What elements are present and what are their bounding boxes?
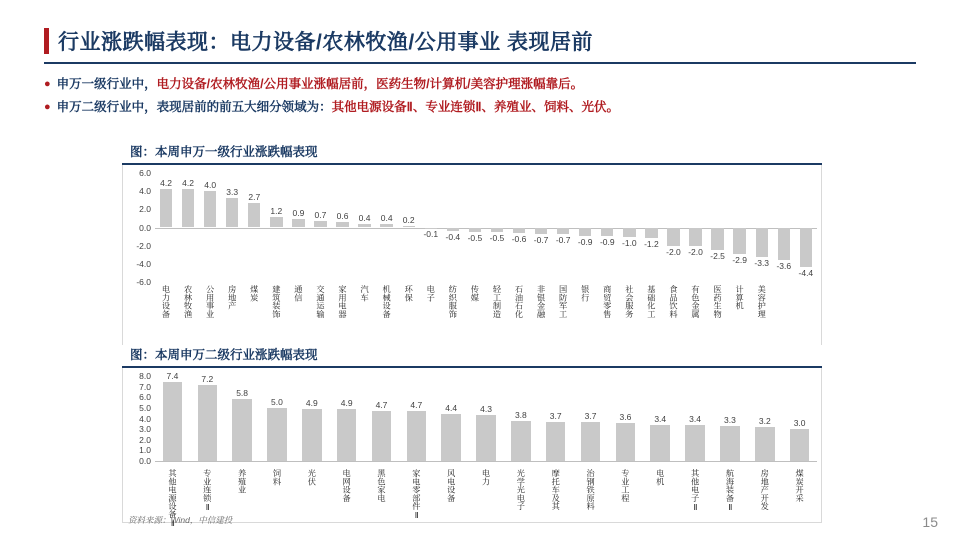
x-axis-tick: 农林牧渔	[183, 285, 193, 318]
bar-value-label: -0.5	[489, 233, 505, 244]
bullet-dot-icon: ●	[44, 78, 51, 90]
list-item	[44, 76, 924, 92]
bar	[511, 421, 531, 461]
bar	[160, 189, 172, 227]
x-axis-tick: 电子	[426, 285, 436, 302]
bar-chart-secondary	[123, 368, 821, 529]
bar-item	[376, 173, 398, 282]
bar-value-label: 4.9	[340, 397, 353, 408]
bar-item	[486, 173, 508, 282]
bar	[800, 228, 812, 268]
x-axis-tick: 家用电器	[338, 285, 348, 318]
plot-area-primary	[155, 173, 817, 282]
x-axis-tick: 医药生物	[713, 285, 723, 318]
x-axis-tick: 风电设备	[446, 469, 456, 502]
bar-item	[399, 376, 434, 461]
bar	[476, 415, 496, 461]
bar-value-label: 5.8	[236, 388, 249, 399]
bar-item	[199, 173, 221, 282]
bar	[407, 411, 427, 461]
bar	[425, 228, 437, 229]
x-axis-tick: 治钢铁原料	[586, 469, 596, 510]
x-axis-tick: 美容护理	[757, 285, 767, 318]
chart-frame-primary	[122, 165, 822, 360]
plot-area-secondary	[155, 371, 817, 461]
title-accent-bar	[44, 28, 49, 54]
bullet-2-seg2: 其他电源设备Ⅱ、专业连锁Ⅱ、养殖业、饲料、光伏。	[331, 100, 619, 114]
bar-item	[309, 173, 331, 282]
bar-value-label: 3.8	[514, 409, 527, 420]
x-axis-labels-secondary	[155, 469, 817, 528]
x-axis-tick: 电力	[481, 469, 491, 486]
bar-value-label: -0.7	[533, 234, 549, 245]
bar-value-label: 3.6	[619, 411, 632, 422]
bar-item	[221, 173, 243, 282]
bar-value-label: -0.5	[467, 233, 483, 244]
x-axis-tick	[773, 285, 795, 318]
bar-item	[747, 376, 782, 461]
title-divider	[44, 62, 916, 64]
bar	[778, 228, 790, 261]
bar-item	[662, 173, 684, 282]
bar-item	[782, 376, 817, 461]
bar-value-label: 0.6	[336, 211, 349, 222]
y-axis-tick: 1.0	[139, 445, 151, 456]
bar-value-label: 4.4	[445, 403, 458, 414]
bar-item	[574, 173, 596, 282]
bar-item	[442, 173, 464, 282]
bar	[535, 228, 547, 234]
bar-item	[713, 376, 748, 461]
bar-value-label: -1.0	[622, 237, 637, 248]
x-axis-tick: 传媒	[470, 285, 480, 302]
bar	[441, 414, 461, 461]
bar-item	[294, 376, 329, 461]
y-axis-tick: -4.0	[136, 258, 151, 269]
zero-line	[155, 461, 817, 462]
x-axis-tick: 纺织服饰	[448, 285, 458, 318]
x-axis-tick: 煤炭	[249, 285, 259, 302]
bar-value-label: -0.9	[577, 236, 593, 247]
bar-chart-primary	[123, 165, 821, 360]
bar-item	[243, 173, 265, 282]
bar-item	[552, 173, 574, 282]
bar-value-label: -0.1	[423, 229, 439, 240]
bar-value-label: -2.9	[732, 254, 747, 265]
chart-title-primary: 图：本周申万一级行业涨跌幅表现	[130, 145, 318, 159]
bar-value-label: 1.2	[270, 205, 283, 216]
bullet-dot-icon: ●	[44, 101, 51, 113]
bar	[163, 382, 183, 461]
bar-item	[287, 173, 309, 282]
bar-value-label: 3.7	[584, 410, 597, 421]
list-item	[44, 99, 924, 115]
source-note: 资料来源：Wind，中信建投	[128, 515, 233, 525]
bar-value-label: -3.3	[754, 258, 770, 269]
bar	[711, 228, 723, 251]
bar-item	[190, 373, 225, 461]
x-axis-tick: 电网设备	[342, 469, 352, 502]
x-axis-tick: 光伏	[307, 469, 317, 486]
bullet-1-text	[57, 76, 583, 92]
x-axis-tick: 石油石化	[514, 285, 524, 318]
page-title	[44, 26, 593, 56]
bar-item	[643, 376, 678, 461]
x-axis-tick: 基础化工	[646, 285, 656, 318]
bullet-list	[44, 76, 924, 122]
x-axis-tick: 商贸零售	[602, 285, 612, 318]
bar-value-label: -4.4	[798, 268, 814, 279]
x-axis-tick: 交通运输	[315, 285, 325, 318]
page-number: 15	[922, 514, 938, 530]
x-axis-tick: 光学光电子	[516, 469, 526, 510]
bar-value-label: -1.2	[644, 239, 659, 250]
bar	[232, 399, 252, 461]
bar	[182, 189, 194, 227]
y-axis-tick: 6.0	[139, 392, 151, 403]
bar	[372, 411, 392, 461]
x-axis-tick: 社会服务	[624, 285, 634, 318]
bar	[790, 429, 810, 461]
bar-item	[155, 371, 190, 461]
bullet-1-seg3: 医药生物/计算机/美容护理涨幅靠后。	[376, 77, 584, 91]
y-axis-secondary	[123, 368, 153, 523]
x-axis-tick: 黑色家电	[376, 469, 386, 502]
x-axis-tick: 计算机	[735, 285, 745, 310]
bar	[601, 228, 613, 236]
x-axis-tick: 电力设备	[161, 285, 171, 318]
bar-value-label: -2.0	[666, 246, 681, 257]
bar-item	[177, 173, 199, 282]
bar-value-label: 4.2	[160, 178, 172, 189]
bar	[579, 228, 591, 236]
bar-value-label: 0.2	[402, 214, 415, 225]
bar-value-label: -2.0	[688, 246, 703, 257]
bar	[267, 408, 287, 461]
chart-panel-secondary	[122, 345, 822, 529]
bar	[756, 228, 768, 258]
x-axis-tick: 专业工程	[620, 469, 630, 502]
bar-value-label: 3.7	[549, 410, 562, 421]
chart-panel-primary	[122, 142, 822, 360]
x-axis-tick: 电机	[655, 469, 665, 486]
bar-item	[420, 173, 442, 282]
bar	[689, 228, 701, 246]
bar-series-primary	[155, 173, 817, 282]
x-axis-labels-primary	[155, 285, 817, 318]
x-axis-tick	[795, 285, 817, 318]
x-axis-tick: 通信	[293, 285, 303, 302]
y-axis-tick: 0.0	[139, 222, 151, 233]
bar-value-label: 0.7	[314, 210, 327, 221]
bar-value-label: 3.4	[654, 413, 667, 424]
y-axis-tick: 0.0	[139, 456, 151, 466]
x-axis-tick: 机械设备	[382, 285, 392, 318]
bar-item	[685, 173, 707, 282]
bar	[469, 228, 481, 233]
bar	[667, 228, 679, 246]
chart-title-secondary: 图：本周申万二级行业涨跌幅表现	[130, 348, 318, 362]
bar-item	[469, 376, 504, 461]
bar	[720, 426, 740, 461]
bar	[755, 427, 775, 461]
bar	[204, 191, 216, 227]
bar-value-label: 5.0	[271, 396, 283, 407]
bar	[546, 422, 566, 461]
x-axis-tick: 煤炭开采	[795, 469, 805, 502]
y-axis-primary	[123, 165, 153, 360]
x-axis-tick: 摩托车及其	[551, 469, 561, 510]
bar-item	[640, 173, 662, 282]
bar-item	[608, 376, 643, 461]
x-axis-tick: 国防军工	[558, 285, 568, 318]
bar-item	[398, 173, 420, 282]
bar-value-label: 3.0	[793, 418, 806, 429]
bar-item	[751, 173, 773, 282]
x-axis-tick: 其他电子Ⅱ	[690, 469, 700, 512]
bar-item	[596, 173, 618, 282]
title-text: 行业涨跌幅表现：电力设备/农林牧渔/公用事业 表现居前	[58, 31, 594, 54]
bar	[557, 228, 569, 234]
x-axis-tick: 公用事业	[205, 285, 215, 318]
x-axis-tick: 饲料	[272, 469, 282, 486]
bar-item	[538, 376, 573, 461]
bar-value-label: 4.2	[182, 178, 195, 189]
y-axis-tick: 2.0	[139, 434, 151, 445]
bar-item	[155, 173, 177, 282]
bar-value-label: -3.6	[776, 261, 792, 272]
bar	[337, 409, 357, 461]
y-axis-tick: 4.0	[139, 413, 151, 424]
bar	[491, 228, 503, 233]
bar	[270, 217, 282, 228]
bullet-1-seg1: 申万一级行业中，	[56, 77, 157, 91]
bar-item	[354, 173, 376, 282]
bar-item	[530, 173, 552, 282]
x-axis-tick: 汽车	[360, 285, 370, 302]
y-axis-tick: -2.0	[136, 240, 151, 251]
bar-item	[364, 376, 399, 461]
bar-item	[265, 173, 287, 282]
bar-item	[795, 173, 817, 282]
bar	[302, 409, 322, 461]
bar-value-label: 0.9	[292, 208, 305, 219]
bar	[314, 221, 326, 227]
bar-value-label: -0.9	[599, 236, 615, 247]
x-axis-tick: 建筑装饰	[271, 285, 281, 318]
bar-item	[678, 376, 713, 461]
bar	[358, 224, 370, 228]
bar	[616, 423, 636, 461]
bar-item	[260, 376, 295, 461]
bar-value-label: 4.3	[480, 404, 492, 415]
bar-item	[508, 173, 530, 282]
bar-value-label: 0.4	[358, 212, 371, 223]
bar	[226, 198, 238, 228]
bar	[336, 222, 348, 227]
bar-item	[329, 376, 364, 461]
bar-item	[573, 376, 608, 461]
y-axis-tick: 2.0	[139, 204, 151, 215]
bar-item	[773, 173, 795, 282]
x-axis-tick: 银行	[580, 285, 590, 302]
bar-series-secondary	[155, 371, 817, 461]
x-axis-tick: 非银金融	[536, 285, 546, 318]
x-axis-tick: 有色金属	[691, 285, 701, 318]
bar-value-label: 3.3	[724, 414, 736, 425]
bar	[403, 226, 415, 228]
bar-item	[503, 376, 538, 461]
bar-value-label: -2.5	[710, 251, 725, 262]
bar-item	[332, 173, 354, 282]
x-axis-tick: 航海装备Ⅱ	[725, 469, 735, 512]
y-axis-tick: 6.0	[139, 168, 151, 178]
x-axis-tick: 环保	[404, 285, 414, 302]
y-axis-tick: 8.0	[139, 371, 151, 381]
bar	[733, 228, 745, 254]
bar-item	[434, 376, 469, 461]
chart-frame-secondary	[122, 368, 822, 529]
bullet-1-seg2: 电力设备/农林牧渔/公用事业涨幅居前，	[156, 77, 377, 91]
x-axis-tick: 房地产	[227, 285, 237, 310]
bar-value-label: 3.3	[226, 186, 239, 197]
y-axis-tick: 3.0	[139, 424, 151, 435]
bar-value-label: 4.0	[204, 180, 217, 191]
bar-item	[618, 173, 640, 282]
bar	[645, 228, 657, 239]
bar	[447, 228, 459, 232]
bar-value-label: 7.2	[201, 373, 214, 384]
bar	[380, 224, 392, 228]
bullet-2-text	[57, 99, 619, 115]
bar-value-label: 7.4	[166, 371, 179, 382]
bar-value-label: 2.7	[248, 191, 261, 202]
x-axis-tick: 其他电源设备Ⅱ	[167, 469, 177, 529]
bar-value-label: 3.2	[758, 416, 771, 426]
x-axis-tick: 养殖业	[237, 469, 247, 494]
x-axis-tick: 家电零部件Ⅱ	[411, 469, 421, 520]
bar	[685, 425, 705, 461]
bar	[248, 203, 260, 228]
bar-value-label: 4.7	[410, 400, 423, 411]
bar-value-label: 0.4	[380, 212, 393, 223]
bar-value-label: 4.9	[305, 397, 318, 408]
x-axis-tick: 食品饮料	[668, 285, 678, 318]
bar-value-label: -0.6	[511, 233, 527, 244]
bar-value-label: 4.7	[375, 400, 388, 411]
bar-item	[464, 173, 486, 282]
y-axis-tick: 5.0	[139, 402, 151, 413]
bullet-2-seg1: 申万二级行业中，表现居前的前五大细分领域为：	[56, 100, 332, 114]
bar	[198, 385, 218, 462]
bar	[292, 219, 304, 227]
bar-item	[729, 173, 751, 282]
bar	[513, 228, 525, 233]
bar	[650, 425, 670, 461]
bar	[623, 228, 635, 237]
y-axis-tick: 4.0	[139, 186, 151, 197]
bar	[581, 422, 601, 461]
bar-value-label: -0.4	[445, 232, 461, 243]
y-axis-tick: -6.0	[136, 277, 151, 287]
bar-value-label: 3.4	[689, 413, 701, 424]
bar-item	[707, 173, 729, 282]
y-axis-tick: 7.0	[139, 381, 151, 392]
x-axis-tick: 房地产开发	[760, 469, 770, 510]
x-axis-tick: 专业连锁Ⅱ	[202, 469, 212, 512]
x-axis-tick: 轻工制造	[492, 285, 502, 318]
bar-item	[225, 376, 260, 461]
bar-value-label: -0.7	[555, 234, 571, 245]
